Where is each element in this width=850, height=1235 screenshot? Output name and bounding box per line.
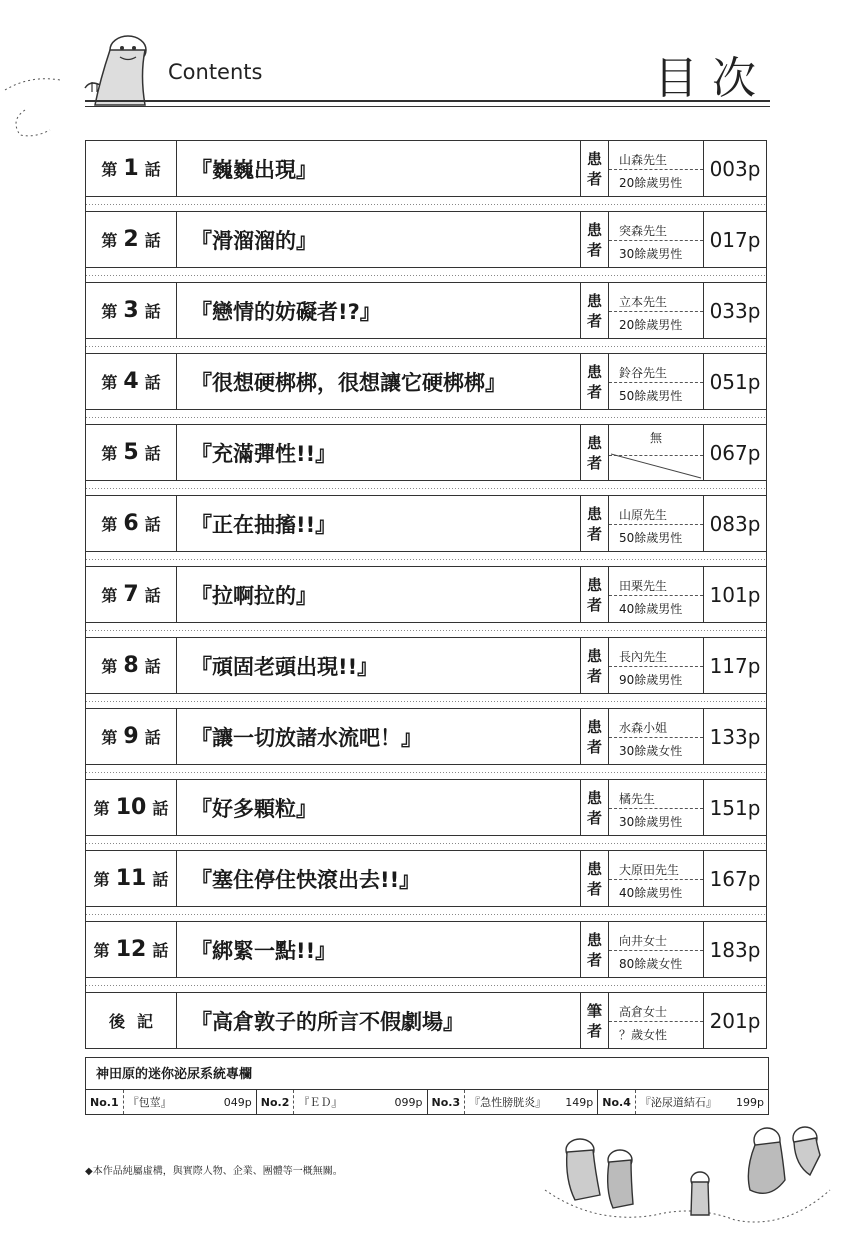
chapter-prefix: 第: [101, 231, 118, 250]
chapter-label: [86, 922, 177, 977]
patient-info: [609, 567, 704, 622]
chapter-title: 『高倉敦子的所言不假劇場』: [177, 993, 581, 1048]
chapter-prefix: 第: [101, 373, 118, 392]
chapter-label: [86, 993, 177, 1048]
chapter-title: 『拉啊拉的』: [177, 567, 581, 622]
patient-age: 30餘歲男性: [619, 247, 683, 262]
page-number: 117p: [709, 653, 761, 678]
chapter-label: [86, 780, 177, 835]
role-char: 者: [586, 1021, 602, 1040]
chapter-number: 7: [123, 582, 139, 607]
column-page: 099p: [394, 1095, 423, 1109]
toc-row[interactable]: [85, 282, 767, 339]
chapter-prefix: 第: [101, 586, 118, 605]
role-char: 患: [586, 220, 602, 239]
chapter-label: [86, 141, 177, 196]
page-number: 033p: [709, 298, 761, 323]
page-number: 167p: [709, 866, 761, 891]
chapter-suffix: 記: [137, 1012, 154, 1031]
chapter-title: 『塞住停住快滾出去!!』: [177, 851, 581, 906]
patient-info: [609, 425, 704, 480]
chapter-label: [86, 709, 177, 764]
role-char: 患: [586, 291, 602, 310]
role-label: [581, 709, 609, 764]
row-divider: [85, 907, 767, 921]
patient-info: [609, 709, 704, 764]
patient-age: 40餘歲男性: [619, 886, 683, 901]
column-name: 『包莖』: [127, 1096, 172, 1109]
disclaimer: ◆本作品純屬虛構，與實際人物、企業、團體等一概無關。: [85, 1166, 343, 1177]
chapter-number: 8: [123, 653, 139, 678]
role-label: [581, 851, 609, 906]
row-divider: [85, 552, 767, 566]
chapter-suffix: 話: [144, 373, 161, 392]
patient-name: 橘先生: [609, 780, 703, 809]
chapter-prefix: 第: [101, 302, 118, 321]
chapter-number: 5: [123, 440, 139, 465]
toc-row[interactable]: [85, 850, 767, 907]
role-label: [581, 780, 609, 835]
page-number: 003p: [709, 156, 761, 181]
column-number: No.1: [86, 1090, 124, 1114]
column-number: No.4: [598, 1090, 636, 1114]
mascot-illustration: [535, 1120, 835, 1230]
patient-age: ？歲女性: [619, 1028, 668, 1043]
role-label: [581, 993, 609, 1048]
chapter-prefix: 第: [93, 799, 110, 818]
role-char: 患: [586, 575, 602, 594]
patient-name: 大原田先生: [609, 851, 703, 880]
patient-age: 20餘歲男性: [619, 176, 683, 191]
chapter-title: 『正在抽搐!!』: [177, 496, 581, 551]
role-char: 者: [586, 879, 602, 898]
column-item[interactable]: [86, 1090, 257, 1114]
patient-info: [609, 638, 704, 693]
chapter-number: 10: [115, 795, 147, 820]
role-char: 者: [586, 169, 602, 188]
role-char: 者: [586, 595, 602, 614]
role-char: 者: [586, 240, 602, 259]
mascot-illustration: [0, 20, 175, 140]
role-label: [581, 212, 609, 267]
column-item[interactable]: [598, 1090, 768, 1114]
chapter-suffix: 話: [144, 302, 161, 321]
toc-row[interactable]: [85, 921, 767, 978]
column-page: 199p: [736, 1095, 764, 1109]
chapter-label: [86, 567, 177, 622]
chapter-prefix: 第: [101, 657, 118, 676]
contents-label: Contents: [168, 60, 263, 84]
chapter-suffix: 話: [152, 870, 169, 889]
role-char: 患: [586, 788, 602, 807]
chapter-number: 1: [123, 156, 139, 181]
patient-name: 山森先生: [609, 141, 703, 170]
patient-age: 40餘歲男性: [619, 602, 683, 617]
patient-name: 山原先生: [609, 496, 703, 525]
toc-row[interactable]: [85, 566, 767, 623]
row-divider: [85, 197, 767, 211]
patient-age: 80餘歲女性: [619, 957, 683, 972]
column-page: 049p: [223, 1095, 252, 1109]
patient-age: 20餘歲男性: [619, 318, 683, 333]
patient-info: [609, 283, 704, 338]
patient-info: [609, 851, 704, 906]
role-char: 者: [586, 950, 602, 969]
chapter-prefix: 第: [101, 160, 118, 179]
role-char: 者: [586, 524, 602, 543]
role-char: 患: [586, 646, 602, 665]
header-rule: [85, 100, 770, 102]
chapter-suffix: 話: [144, 444, 161, 463]
chapter-prefix: 後: [108, 1012, 125, 1031]
role-char: 者: [586, 382, 602, 401]
column-box: [85, 1057, 769, 1115]
role-label: [581, 283, 609, 338]
toc-row[interactable]: [85, 424, 767, 481]
role-char: 患: [586, 859, 602, 878]
page-number: 133p: [709, 724, 761, 749]
toc-row[interactable]: [85, 637, 767, 694]
role-char: 患: [586, 717, 602, 736]
chapter-title: 『戀情的妨礙者!?』: [177, 283, 581, 338]
patient-age: 90餘歲男性: [619, 673, 683, 688]
chapter-suffix: 話: [144, 657, 161, 676]
role-char: 者: [586, 453, 602, 472]
chapter-prefix: 第: [101, 728, 118, 747]
chapter-title: 『讓一切放諸水流吧！』: [177, 709, 581, 764]
patient-age: 50餘歲男性: [619, 389, 683, 404]
table-of-contents: [85, 140, 767, 1049]
patient-info: [609, 993, 704, 1048]
role-char: 患: [586, 362, 602, 381]
toc-row[interactable]: [85, 211, 767, 268]
row-divider: [85, 978, 767, 992]
chapter-label: [86, 283, 177, 338]
chapter-title: 『頑固老頭出現!!』: [177, 638, 581, 693]
row-divider: [85, 623, 767, 637]
role-label: [581, 638, 609, 693]
chapter-suffix: 話: [144, 231, 161, 250]
role-char: 患: [586, 433, 602, 452]
patient-age: 30餘歲男性: [619, 815, 683, 830]
column-page: 149p: [565, 1095, 594, 1109]
role-label: [581, 496, 609, 551]
chapter-prefix: 第: [101, 515, 118, 534]
patient-age: 30餘歲女性: [619, 744, 683, 759]
role-char: 者: [586, 737, 602, 756]
chapter-prefix: 第: [101, 444, 118, 463]
column-title: 神田原的迷你泌尿系統專欄: [96, 1067, 253, 1082]
row-divider: [85, 694, 767, 708]
chapter-title: 『滑溜溜的』: [177, 212, 581, 267]
chapter-suffix: 話: [144, 515, 161, 534]
chapter-number: 4: [123, 369, 139, 394]
chapter-label: [86, 851, 177, 906]
row-divider: [85, 836, 767, 850]
empty-slash: [609, 452, 703, 480]
chapter-number: 3: [123, 298, 139, 323]
page-number: 083p: [709, 511, 761, 536]
patient-info: [609, 354, 704, 409]
chapter-label: [86, 638, 177, 693]
role-char: 筆: [586, 1001, 602, 1020]
row-divider: [85, 339, 767, 353]
column-number: No.3: [428, 1090, 466, 1114]
chapter-prefix: 第: [93, 941, 110, 960]
column-items: [86, 1089, 768, 1114]
page-number: 151p: [709, 795, 761, 820]
role-label: [581, 922, 609, 977]
page-header: [0, 0, 850, 140]
chapter-label: [86, 212, 177, 267]
chapter-label: [86, 425, 177, 480]
chapter-suffix: 話: [144, 728, 161, 747]
row-divider: [85, 481, 767, 495]
chapter-title: 『巍巍出現』: [177, 141, 581, 196]
role-char: 患: [586, 149, 602, 168]
chapter-label: [86, 496, 177, 551]
toc-row[interactable]: [85, 708, 767, 765]
role-label: [581, 567, 609, 622]
patient-info: [609, 212, 704, 267]
toc-row[interactable]: [85, 779, 767, 836]
toc-row[interactable]: [85, 140, 767, 197]
page-number: 067p: [709, 440, 761, 465]
chapter-number: 11: [115, 866, 147, 891]
role-label: [581, 141, 609, 196]
row-divider: [85, 268, 767, 282]
column-name: 『急性膀胱炎』: [469, 1096, 547, 1109]
patient-info: [609, 922, 704, 977]
role-char: 患: [586, 504, 602, 523]
column-item[interactable]: [428, 1090, 599, 1114]
patient-name: 高倉女士: [609, 993, 703, 1022]
toc-row[interactable]: [85, 992, 767, 1049]
patient-name: 向井女士: [609, 922, 703, 951]
chapter-suffix: 話: [144, 586, 161, 605]
patient-name: 長內先生: [609, 638, 703, 667]
patient-age: 50餘歲男性: [619, 531, 683, 546]
patient-name: 鈴谷先生: [609, 354, 703, 383]
patient-info: [609, 141, 704, 196]
chapter-number: 9: [123, 724, 139, 749]
page-number: 051p: [709, 369, 761, 394]
role-label: [581, 354, 609, 409]
patient-name: 突森先生: [609, 212, 703, 241]
chapter-suffix: 話: [152, 799, 169, 818]
chapter-title: 『綁緊一點!!』: [177, 922, 581, 977]
patient-name: 無: [609, 425, 703, 456]
column-name: 『ＥＤ』: [298, 1096, 343, 1109]
patient-name: 田栗先生: [609, 567, 703, 596]
toc-row[interactable]: [85, 353, 767, 410]
patient-info: [609, 496, 704, 551]
column-item[interactable]: [257, 1090, 428, 1114]
chapter-prefix: 第: [93, 870, 110, 889]
chapter-title: 『好多顆粒』: [177, 780, 581, 835]
chapter-suffix: 話: [152, 941, 169, 960]
page-title: 目次: [654, 53, 770, 104]
row-divider: [85, 765, 767, 779]
chapter-number: 12: [115, 937, 147, 962]
patient-info: [609, 780, 704, 835]
header-rule: [85, 106, 770, 107]
row-divider: [85, 410, 767, 424]
patient-name: 立本先生: [609, 283, 703, 312]
role-label: [581, 425, 609, 480]
role-char: 者: [586, 311, 602, 330]
chapter-title: 『很想硬梆梆，很想讓它硬梆梆』: [177, 354, 581, 409]
column-name: 『泌尿道結石』: [639, 1096, 717, 1109]
role-char: 者: [586, 808, 602, 827]
page-number: 017p: [709, 227, 761, 252]
chapter-number: 2: [123, 227, 139, 252]
page-number: 101p: [709, 582, 761, 607]
column-number: No.2: [257, 1090, 295, 1114]
toc-row[interactable]: [85, 495, 767, 552]
patient-name: 水森小姐: [609, 709, 703, 738]
chapter-suffix: 話: [144, 160, 161, 179]
chapter-number: 6: [123, 511, 139, 536]
role-char: 患: [586, 930, 602, 949]
chapter-title: 『充滿彈性!!』: [177, 425, 581, 480]
page-number: 201p: [709, 1008, 761, 1033]
chapter-label: [86, 354, 177, 409]
page-number: 183p: [709, 937, 761, 962]
role-char: 者: [586, 666, 602, 685]
